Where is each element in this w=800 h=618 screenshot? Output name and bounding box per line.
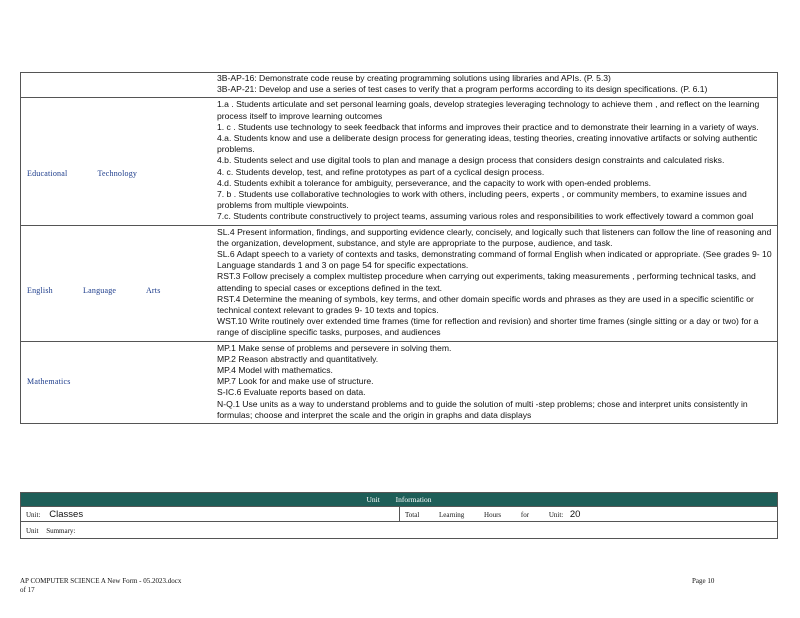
standard-text: RST.3 Follow precisely a complex multistep procedure when carrying out experiments, taking measurements , performing technical tasks, and attending to special cases or exceptions defined in the text.	[217, 271, 756, 293]
unit-information-table	[20, 492, 778, 539]
standard-text: WST.10 Write routinely over extended time frames (time for reflection and revision) and shorter time frames (single sitting or a day or two) for a range of discipline specific tasks, purposes, and audiences	[217, 316, 759, 338]
standard-text: S-IC.6 Evaluate reports based on data.	[217, 387, 366, 398]
footer-page-number: Page 10	[692, 577, 715, 585]
standard-text: RST.4 Determine the meaning of symbols, key terms, and other domain specific words and phrases as they are used in a specific scientific or technical context relevant to grades 9- 10 texts and topics.	[217, 293, 754, 316]
edtech-standards-cell	[21, 98, 778, 225]
standard-text: 7. b . Students use collaborative technologies to work with others, including peers, experts , or community members, to examine issues and problems from multiple viewpoints.	[217, 189, 747, 211]
cs-standards-cell	[21, 73, 778, 98]
unit-summary-row	[21, 522, 778, 539]
standard-text: MP.7 Look for and make use of structure.	[217, 376, 374, 387]
standard-text: 4.b. Students select and use digital tools to plan and manage a design process that considers design constraints and calculated risks.	[217, 155, 725, 166]
unit-summary-label: Unit Summary:	[26, 526, 76, 535]
unit-label: Unit:	[26, 510, 41, 519]
unit-name-cell	[21, 507, 400, 522]
standard-text: 3B-AP-21: Develop and use a series of test cases to verify that a program performs according to its design specifications. (P. 6.1)	[217, 84, 708, 95]
row-label-mathematics: Mathematics	[27, 376, 71, 386]
standards-row-ela	[21, 225, 778, 341]
unit-name-row	[21, 507, 778, 522]
standard-text: N-Q.1 Use units as a way to understand problems and to guide the solution of multi -step problems; chose and interpret units consistently in formulas; choose and interpret the scale and the origin in graphs and data displays	[217, 398, 748, 420]
document-filename: AP COMPUTER SCIENCE A New Form - 05.2023.docx	[20, 577, 182, 585]
standard-text: 1.a . Students articulate and set personal learning goals, develop strategies leveraging technology to achieve them , and reflect on the learning process itself to improve learning outcomes	[217, 99, 760, 121]
standard-text: SL.4 Present information, findings, and supporting evidence clearly, concisely, and logically such that listeners can follow the line of reasoning and the organization, development, substance, and style are appropriate to the purpose, audience, and task.	[217, 226, 772, 248]
standard-text: 4.d. Students exhibit a tolerance for ambiguity, perseverance, and the capacity to work with open-ended problems.	[217, 177, 652, 188]
standard-text: 4.a. Students know and use a deliberate design process for generating ideas, testing theories, creating innovative artifacts or solving authentic problems.	[217, 133, 758, 155]
standards-row-cs	[21, 73, 778, 98]
standard-text: 4. c. Students develop, test, and refine prototypes as part of a cyclical design process.	[217, 166, 545, 177]
unit-information-header-row	[21, 493, 778, 507]
hours-value: 20	[569, 508, 581, 520]
standard-text: 1. c . Students use technology to seek feedback that informs and improves their practice and to demonstrate their learning in a variety of ways.	[217, 121, 759, 132]
row-label-educational-technology: Educational Technology	[27, 169, 138, 179]
standards-table	[20, 72, 778, 424]
unit-summary-cell	[21, 522, 778, 539]
unit-name: Classes	[49, 508, 84, 520]
page-total: of 17	[20, 586, 35, 594]
standard-text: MP.2 Reason abstractly and quantitatively.	[217, 353, 379, 364]
hours-label: Total Learning Hours for Unit:	[405, 510, 564, 519]
math-standards-cell	[21, 341, 778, 423]
standards-row-math	[21, 341, 778, 423]
standard-text: 7.c. Students contribute constructively to project teams, assuming various roles and responsibilities to work effectively toward a common goal	[217, 211, 754, 222]
unit-information-title: Unit Information	[366, 495, 432, 504]
row-label-english-language-arts: English Language Arts	[27, 285, 161, 295]
standard-text: SL.6 Adapt speech to a variety of contexts and tasks, demonstrating command of formal English when indicated or appropriate. (See grades 9- 10 Language standards 1 and 3 on page 54 for specific expectations.	[217, 249, 772, 271]
standards-row-edtech	[21, 98, 778, 225]
hours-cell	[400, 507, 778, 522]
unit-information-header	[21, 493, 778, 507]
footer-document-name	[20, 577, 181, 595]
standard-text: MP.4 Model with mathematics.	[217, 365, 333, 376]
standard-text: 3B-AP-16: Demonstrate code reuse by creating programming solutions using libraries and APIs. (P. 5.3)	[217, 73, 611, 83]
standard-text: MP.1 Make sense of problems and persevere in solving them.	[217, 342, 452, 353]
ela-standards-cell	[21, 225, 778, 341]
